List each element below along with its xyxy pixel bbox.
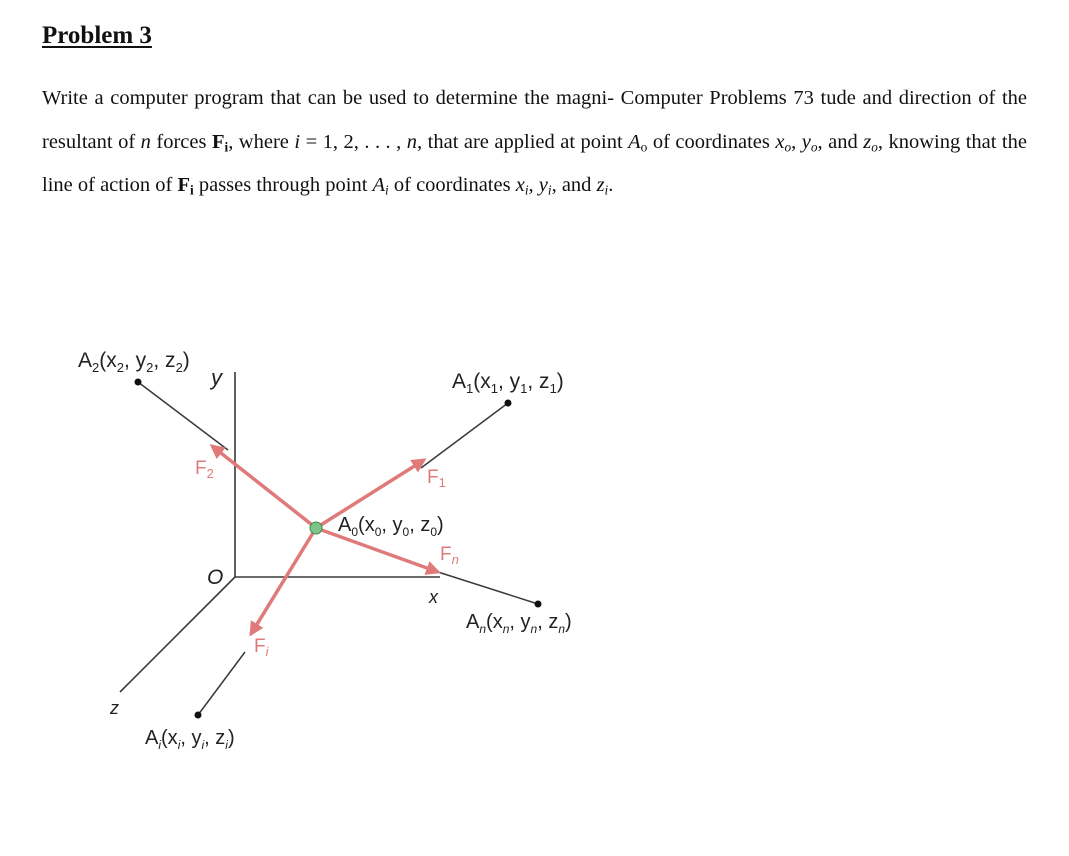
x-axis-label: x xyxy=(429,587,438,607)
line-of-action-2 xyxy=(138,382,228,450)
point-an-label: $A_n(x_n$, $y_n$, $z_n$) xyxy=(466,611,572,636)
z-axis-line xyxy=(120,577,235,692)
point-an-dot xyxy=(535,601,542,608)
line-of-action-1 xyxy=(421,403,508,468)
force-diagram xyxy=(0,330,700,770)
force-label-1: $F_1$ xyxy=(427,467,446,490)
point-a2-dot xyxy=(135,379,142,386)
force-arrow-2 xyxy=(212,446,316,528)
line-of-action-i xyxy=(198,652,245,715)
point-a0-label: $A_0(x_0$, $y_0$, $z_0$) xyxy=(338,514,444,539)
force-label-i: $F_i$ xyxy=(254,636,269,659)
force-label-n: $F_n$ xyxy=(440,544,459,567)
line-of-action-n xyxy=(438,572,538,604)
point-a2-label: $A_2(x_2$, $y_2$, $z_2$) xyxy=(78,349,190,375)
force-arrow-i xyxy=(251,528,316,634)
problem-statement: Write a computer program that can be used to determine the magni- Computer Problems 73 tude and direction of the resultant of n forces $F_i$, where i = 1, 2, . . . , n, that are applied at point $A_o$ of coordinates $x_o$, $y_o$, and $z_o$, knowing that the line of action of $F_i$ passes through point $A_i$ of coordinates $x_i$, $y_i$, and $z_i$. xyxy=(42,87,1027,198)
y-axis-label: y xyxy=(211,365,222,390)
z-axis-label: z xyxy=(110,698,119,718)
point-a1-dot xyxy=(505,400,512,407)
point-ai-label: $A_i(x_i$, $y_i$, $z_i$) xyxy=(145,727,235,752)
point-a0-dot xyxy=(310,522,322,534)
force-label-2: $F_2$ xyxy=(195,458,214,481)
point-a1-label: $A_1(x_1$, $y_1$, $z_1$) xyxy=(452,370,564,396)
point-ai-dot xyxy=(195,712,202,719)
origin-label: O xyxy=(207,566,224,589)
problem-title: Problem 3 xyxy=(42,22,152,49)
